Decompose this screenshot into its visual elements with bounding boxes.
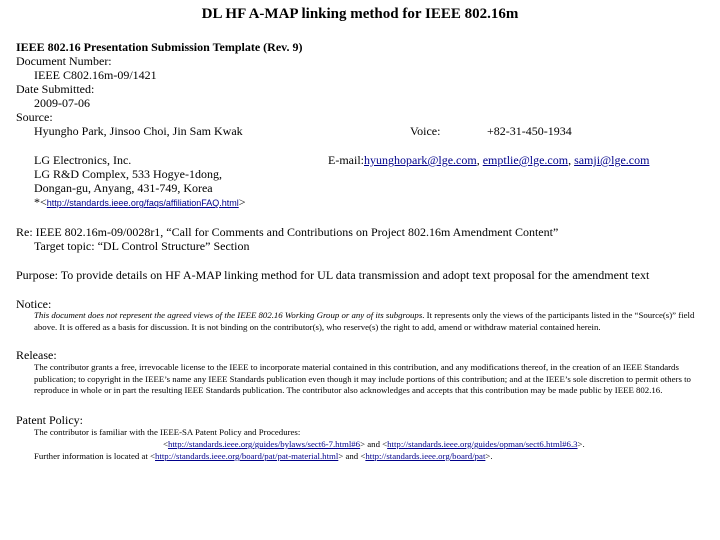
address-line-2: Dongan-gu, Anyang, 431-749, Korea [34, 181, 213, 195]
target-topic: Target topic: “DL Control Structure” Section [34, 239, 250, 253]
opman-link[interactable]: http://standards.ieee.org/guides/opman/sect6.html#6.3 [387, 439, 578, 449]
pat-material-link[interactable]: http://standards.ieee.org/board/pat/pat-material.html [155, 451, 339, 461]
patent-further-row: Further information is located at <http://standards.ieee.org/board/pat/pat-material.html> and <http://standards.ieee.org/board/pat>. [34, 451, 493, 461]
date-value: 2009-07-06 [34, 96, 90, 110]
notice-text [34, 310, 708, 333]
and-text-1: and [367, 439, 380, 449]
purpose: Purpose: To provide details on HF A-MAP linking method for UL data transmission and adopt text proposal for the amendment text [16, 268, 650, 282]
doc-number: IEEE C802.16m-09/1421 [34, 68, 157, 82]
email-link-3[interactable]: samji@lge.com [574, 153, 650, 167]
re-line: Re: IEEE 802.16m-09/0028r1, “Call for Comments and Contributions on Project 802.16m Amendment Content” [16, 225, 559, 239]
template-label: IEEE 802.16 Presentation Submission Template (Rev. 9) [16, 40, 303, 54]
release-text: The contributor grants a free, irrevocable license to the IEEE to incorporate material contained in this contribution, and any modifications thereof, in the creation of an IEEE Standards publication; to copyright in the IEEE’s name any IEEE Standards publication even though it may include portions of this contribution; and at the IEEE’s sole discretion to permit others to reproduce in whole or in part the resulting IEEE Standards publication. The contributor also acknowledges and accepts that this contribution may be made public by IEEE 802.16. [34, 362, 691, 396]
affiliation-suffix: > [238, 195, 246, 209]
date-label: Date Submitted: [16, 82, 95, 96]
and-text-2: and [345, 451, 359, 461]
affiliation-prefix: *< [34, 195, 47, 209]
voice-number: +82-31-450-1934 [487, 124, 572, 138]
patent-links-row: <http://standards.ieee.org/guides/bylaws/sect6-7.html#6> and <http://standards.ieee.org/guides/opman/sect6.html#6.3>. [163, 439, 585, 449]
further-info-text: Further information is located at [34, 451, 148, 461]
affiliation-row [34, 195, 246, 210]
email-label: E-mail: [328, 153, 364, 167]
organization: LG Electronics, Inc. [34, 153, 132, 167]
address-line-1: LG R&D Complex, 533 Hogye-1dong, [34, 167, 222, 181]
source-label: Source: [16, 110, 53, 124]
notice-body: . It represents only the views of the participants listed in the “Source(s)” field above. It is offered as a basis for discussion. It is not binding on the contributor(s), who reserve(s) the right to add, amend or withdraw material contained herein. [34, 310, 695, 332]
email-link-2[interactable]: emptlie@lge.com [482, 153, 569, 167]
affiliation-link[interactable]: http://standards.ieee.org/faqs/affiliationFAQ.html [46, 198, 239, 208]
notice-italic: This document does not represent the agreed views of the IEEE 802.16 Working Group or any of its subgroups [34, 310, 423, 320]
email-row: E-mail:hyunghopark@lge.com, emptlie@lge.com, samji@lge.com [328, 153, 650, 167]
notice-label: Notice: [16, 297, 52, 311]
page-title: DL HF A-MAP linking method for IEEE 802.16m [201, 6, 519, 22]
pat-board-link[interactable]: http://standards.ieee.org/board/pat [365, 451, 486, 461]
release-label: Release: [16, 348, 57, 362]
authors: Hyungho Park, Jinsoo Choi, Jin Sam Kwak [34, 124, 243, 138]
patent-label: Patent Policy: [16, 413, 83, 427]
voice-label: Voice: [410, 124, 441, 138]
patent-line-1: The contributor is familiar with the IEEE-SA Patent Policy and Procedures: [34, 427, 301, 437]
email-link-1[interactable]: hyunghopark@lge.com [364, 153, 477, 167]
doc-number-label: Document Number: [16, 54, 112, 68]
bylaws-link[interactable]: http://standards.ieee.org/guides/bylaws/sect6-7.html#6 [167, 439, 361, 449]
